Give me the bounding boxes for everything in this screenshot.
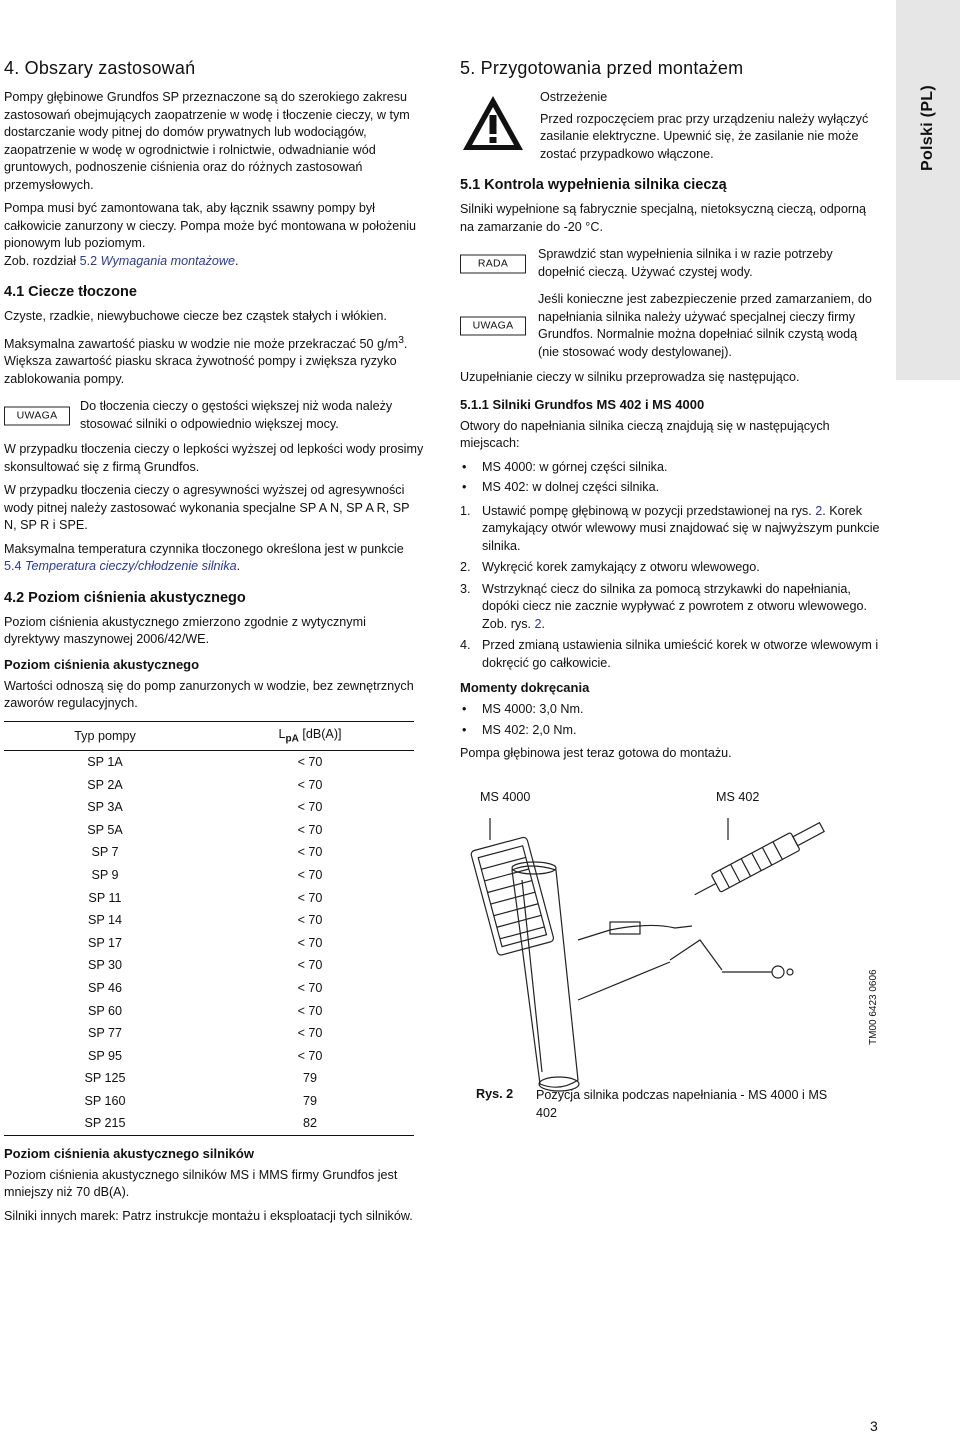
pump-type-cell: SP 125 <box>84 1071 126 1086</box>
section-5-1-title: 5.1 Kontrola wypełnienia silnika cieczą <box>460 177 727 193</box>
section-4-paragraph-2 <box>4 200 424 270</box>
pump-type-cell: SP 14 <box>87 913 123 928</box>
noise-level-cell: < 70 <box>297 980 323 995</box>
section-4-1-paragraph-3: W przypadku tłoczenia cieczy o lepkości wyższej od lepkości wody prosimy skonsultować się z firmą Grundfos. <box>4 442 424 474</box>
rada-badge: RADA <box>460 254 526 273</box>
noise-level-cell: < 70 <box>297 777 323 792</box>
pump-type-cell: SP 77 <box>87 1026 123 1041</box>
ref-link-5-2[interactable] <box>80 254 235 268</box>
header-pump-type: Typ pompy <box>4 721 206 750</box>
sand-text-b: . Większa zawartość piasku skraca żywotność pompy i zwiększa ryzyko zablokowania pompy. <box>4 336 408 386</box>
figure-code: TM00 6423 0606 <box>868 969 879 1045</box>
step-number: 4. <box>460 638 471 652</box>
language-tab <box>896 0 960 380</box>
warning-triangle-icon <box>460 93 526 153</box>
fig-label-ms4000: MS 4000 <box>480 790 531 804</box>
pump-type-cell: SP 9 <box>91 867 119 882</box>
table-row <box>4 1044 414 1067</box>
table-row <box>4 841 414 864</box>
table-row <box>4 796 414 819</box>
table-row <box>4 773 414 796</box>
step-item <box>460 559 880 577</box>
list-item: • MS 4000: w górnej części silnika. <box>460 459 880 477</box>
section-4-title: 4. Obszary zastosowań <box>4 58 196 78</box>
step-text-tail: . Korek zamykający otwór wlewowy musi znajdować się w najwyższym punkcie silnika. <box>482 503 880 553</box>
section-4-1-paragraph-1: Czyste, rzadkie, niewybuchowe ciecze bez cząstek stałych i włókien. <box>4 309 387 323</box>
rada-text: Sprawdzić stan wypełnienia silnika i w razie potrzeby dopełnić cieczą. Używać czystej wody. <box>538 247 833 279</box>
ref-link-5-4-num: 5.4 <box>4 559 22 574</box>
noise-level-cell: < 70 <box>297 822 323 837</box>
header-l: L <box>278 726 286 741</box>
list-item: • MS 402: 2,0 Nm. <box>460 722 880 740</box>
note-badge: UWAGA <box>4 406 70 425</box>
section-5-1-paragraph-1: Silniki wypełnione są fabrycznie specjalną, nietoksyczną cieczą, odporną na zamarzanie do -20 °C. <box>460 202 867 234</box>
step-text-tail: . <box>541 616 545 631</box>
pump-type-cell: SP 46 <box>87 980 123 995</box>
note-text: Do tłoczenia cieczy o gęstości większej niż woda należy stosować silniki o odpowiednio większej mocy. <box>80 399 393 431</box>
ref-link-title: Wymagania montażowe <box>100 253 236 268</box>
table-row <box>4 999 414 1022</box>
table-row <box>4 909 414 932</box>
warning-title: Ostrzeżenie <box>540 90 608 104</box>
motor-noise-subheading: Poziom ciśnienia akustycznego silników <box>4 1145 254 1161</box>
pump-type-cell: SP 5A <box>87 822 123 837</box>
section-5-1-1-title: 5.1.1 Silniki Grundfos MS 402 i MS 4000 <box>460 396 705 412</box>
fig-caption-number: Rys. 2 <box>476 1087 514 1101</box>
table-row <box>4 954 414 977</box>
section-5-1-1-paragraph-1: Otwory do napełniania silnika cieczą znajdują się w następujących miejscach: <box>460 418 830 450</box>
uwaga-text: Jeśli konieczne jest zabezpieczenie przed zamarzaniem, do napełniania silnika należy używać specjalnej cieczy firmy Grundfos. Normalnie można dopełniać silnik czystą wodą (nie stosować wody destylowanej). <box>538 292 872 359</box>
fill-steps-list <box>460 503 880 673</box>
step-item <box>460 637 880 672</box>
sand-text-a: Maksymalna zawartość piasku w wodzie nie może przekraczać 50 g/m <box>4 336 399 351</box>
warning-text: Przed rozpoczęciem prac przy urządzeniu należy wyłączyć zasilanie elektryczne. Upewnić się, że zasilanie nie może zostać przypadkowo włączone. <box>540 111 869 161</box>
noise-table-header <box>4 721 414 750</box>
warning-block <box>460 89 880 163</box>
section-4-1-title: 4.1 Ciecze tłoczone <box>4 284 137 300</box>
table-row <box>4 931 414 954</box>
pump-type-cell: SP 160 <box>84 1093 126 1108</box>
table-row <box>4 1022 414 1045</box>
sand-sup: 3 <box>398 333 404 346</box>
step-item <box>460 503 880 556</box>
ready-text: Pompa głębinowa jest teraz gotowa do montażu. <box>460 746 732 760</box>
pump-type-cell: SP 2A <box>87 777 123 792</box>
step-number: 2. <box>460 560 471 574</box>
fig-label-ms402: MS 402 <box>716 790 760 804</box>
noise-level-cell: < 70 <box>297 890 323 905</box>
section-4-paragraph-2-text: Pompa musi być zamontowana tak, aby łącznik ssawny pompy był całkowicie zanurzony w cieczy. Pompa może być montowana w położeniu pionowym lub poziomym. <box>4 201 417 250</box>
language-tab-label: Polski (PL) <box>919 85 936 171</box>
step-text: Wstrzyknąć ciecz do silnika za pomocą strzykawki do napełniania, dopóki ciecz nie zacznie wypływać z powrotem z otworu wlewowego. Zob. rys. <box>482 581 867 631</box>
noise-level-cell: 79 <box>302 1071 317 1086</box>
table-row <box>4 886 414 909</box>
ref-link-5-4-title: Temperatura cieczy/chłodzenie silnika <box>25 559 237 574</box>
temp-suffix: . <box>236 559 241 574</box>
motor-illustration <box>460 810 860 1110</box>
torque-title: Momenty dokręcania <box>460 680 590 695</box>
table-row <box>4 750 414 773</box>
pump-type-cell: SP 60 <box>87 1003 123 1018</box>
noise-level-cell: < 70 <box>297 1003 323 1018</box>
fill-location-list <box>460 459 880 497</box>
ref-suffix: . <box>235 253 239 268</box>
noise-level-cell: < 70 <box>297 800 323 815</box>
table-row <box>4 864 414 887</box>
noise-level-cell: < 70 <box>297 958 323 973</box>
step-text: Przed zmianą ustawienia silnika umieścić korek w otworze wlewowym i dokręcić go całkowicie. <box>482 638 879 670</box>
section-4-2-paragraph-1: Poziom ciśnienia akustycznego zmierzono zgodnie z wytycznymi dyrektywy maszynowej 2006/42/WE. <box>4 614 366 647</box>
section-4-1-paragraph-2 <box>4 332 424 389</box>
section-4-1-paragraph-4: W przypadku tłoczenia cieczy o agresywności wyższej od agresywności wody pitnej należy zastosować wykonania specjalne SP A N, SP A R, SP N, SP R i SPE. <box>4 483 410 533</box>
ref-link-5-4[interactable] <box>4 559 237 573</box>
list-item: • MS 402: w dolnej części silnika. <box>460 479 880 497</box>
header-noise-level <box>206 721 414 750</box>
header-pa: pA <box>285 733 299 745</box>
page-number: 3 <box>870 1418 878 1434</box>
step-number: 3. <box>460 581 471 596</box>
figure-ref-link[interactable]: 2 <box>534 616 542 631</box>
section-4-2-paragraph-2: Wartości odnoszą się do pomp zanurzonych w wodzie, bez zewnętrznych zaworów regulacyjnych. <box>4 678 414 711</box>
noise-table <box>4 721 414 1136</box>
noise-level-cell: < 70 <box>297 845 323 860</box>
figure-ref-link[interactable]: 2 <box>815 503 823 518</box>
table-row <box>4 1067 414 1090</box>
pump-type-cell: SP 30 <box>87 958 123 973</box>
pump-type-cell: SP 95 <box>87 1048 123 1063</box>
section-5-1-paragraph-2: Uzupełnianie cieczy w silniku przeprowadza się następująco. <box>460 370 800 384</box>
step-item <box>460 581 880 634</box>
table-row <box>4 977 414 1000</box>
step-text: Ustawić pompę głębinową w pozycji przedstawionej na rys. <box>482 503 816 518</box>
noise-level-cell: < 70 <box>297 1048 323 1063</box>
header-dba: [dB(A)] <box>298 726 342 741</box>
table-row <box>4 1112 414 1135</box>
note-uwaga <box>460 291 880 361</box>
section-4-paragraph-1: Pompy głębinowe Grundfos SP przeznaczone są do szerokiego zakresu zastosowań obejmujących zaopatrzenie w wodę i tłoczenie cieczy, w tym dostarczanie wody pitnej do domów prywatnych lub wodociągów, zaopatrzenie w wodę w ogrodnictwie i rolnictwie, odwadnianie wód gruntowych, podnoszenie ciśnienia oraz do różnych zastosowań przemysłowych. <box>4 90 410 192</box>
pump-type-cell: SP 7 <box>91 845 119 860</box>
noise-level-cell: 82 <box>206 1112 414 1135</box>
pump-type-cell: SP 17 <box>87 935 123 950</box>
left-column <box>4 58 424 1231</box>
temp-text-a: Maksymalna temperatura czynnika tłoczonego określona jest w punkcie <box>4 541 404 556</box>
noise-level-cell: 79 <box>302 1093 317 1108</box>
noise-level-cell: < 70 <box>297 1026 323 1041</box>
ref-prefix: Zob. rozdział <box>4 253 80 268</box>
step-number: 1. <box>460 503 471 518</box>
noise-level-cell: < 70 <box>297 935 323 950</box>
section-4-2-title: 4.2 Poziom ciśnienia akustycznego <box>4 589 246 606</box>
noise-subheading: Poziom ciśnienia akustycznego <box>4 656 200 672</box>
note-rada <box>460 246 880 281</box>
fig-caption-text: Pozycja silnika podczas napełniania - MS 4000 i MS 402 <box>536 1088 828 1120</box>
pump-type-cell: SP 215 <box>4 1112 206 1135</box>
section-4-1-paragraph-5 <box>4 541 424 576</box>
pump-type-cell: SP 3A <box>87 800 123 815</box>
noise-level-cell: < 70 <box>297 754 323 769</box>
ref-link-num: 5.2 <box>79 253 98 268</box>
figure-2 <box>460 790 890 1130</box>
pump-type-cell: SP 1A <box>87 754 123 769</box>
noise-level-cell: < 70 <box>297 913 323 928</box>
list-item: • MS 4000: 3,0 Nm. <box>460 701 880 719</box>
note-density <box>4 398 424 433</box>
step-text: Wykręcić korek zamykający z otworu wlewowego. <box>482 560 760 574</box>
right-column <box>460 58 880 769</box>
motor-noise-paragraph-1: Poziom ciśnienia akustycznego silników MS i MMS firmy Grundfos jest mniejszy niż 70 dB(A). <box>4 1167 398 1200</box>
section-5-title: 5. Przygotowania przed montażem <box>460 58 744 78</box>
table-row <box>4 1090 414 1113</box>
motor-noise-paragraph-2: Silniki innych marek: Patrz instrukcje montażu i eksploatacji tych silników. <box>4 1208 413 1223</box>
uwaga-badge: UWAGA <box>460 317 526 336</box>
pump-type-cell: SP 11 <box>88 890 122 905</box>
table-row <box>4 818 414 841</box>
torque-list <box>460 701 880 739</box>
noise-level-cell: < 70 <box>297 867 323 882</box>
